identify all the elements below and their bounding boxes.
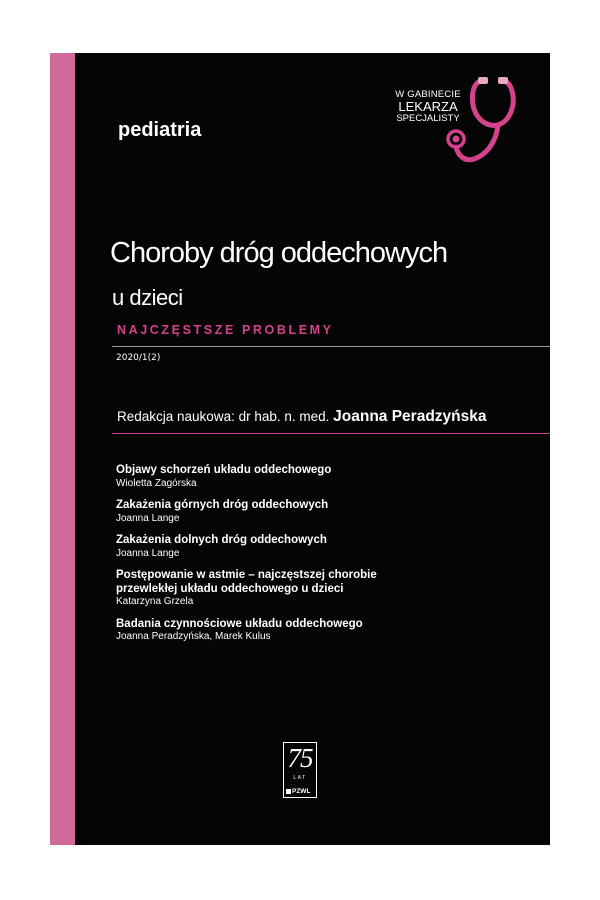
category-label: pediatria bbox=[118, 119, 202, 141]
toc-item bbox=[116, 534, 536, 560]
toc-item-title: Zakażenia górnych dróg oddechowych bbox=[116, 499, 329, 512]
editor-name: Joanna Peradzyńska bbox=[333, 408, 487, 425]
issue-number: 2020/1(2) bbox=[116, 353, 161, 363]
toc-item-author: Joanna Lange bbox=[116, 547, 180, 559]
toc-item-title: Objawy schorzeń układu oddechowego bbox=[116, 464, 332, 476]
cover-spine-stripe bbox=[50, 53, 75, 845]
publisher-name: PZWL bbox=[286, 788, 310, 795]
book-subtitle: u dzieci bbox=[112, 285, 183, 310]
stethoscope-icon bbox=[430, 73, 530, 173]
series-line-1: W GABINECIE bbox=[395, 89, 461, 100]
logo-label: LAT bbox=[293, 775, 307, 781]
series-line-3: SPECJALISTY bbox=[396, 112, 460, 124]
editor-prefix: Redakcja naukowa: dr hab. n. med. bbox=[117, 409, 330, 424]
table-of-contents bbox=[116, 464, 536, 653]
toc-item-author: Joanna Lange bbox=[116, 512, 180, 524]
toc-item-title: Postępowanie w astmie – najczęstszej chorobie przewlekłej układu oddechowego u dzieci bbox=[116, 569, 377, 595]
toc-item-author: Katarzyna Grzela bbox=[116, 596, 194, 608]
toc-item-title: Badania czynnościowe układu oddechowego bbox=[116, 617, 363, 630]
toc-item-title: Zakażenia dolnych dróg oddechowych bbox=[116, 534, 327, 547]
publisher-logo bbox=[283, 742, 317, 798]
toc-item bbox=[116, 618, 536, 644]
toc-item bbox=[116, 464, 536, 490]
book-tagline: NAJCZĘSTSZE PROBLEMY bbox=[117, 323, 334, 337]
toc-item bbox=[116, 499, 536, 525]
book-title: Choroby dróg oddechowych bbox=[110, 237, 448, 269]
toc-item-author: Wioletta Zagórska bbox=[116, 477, 197, 489]
divider-top bbox=[112, 346, 550, 347]
series-line-2: LEKARZA bbox=[398, 98, 458, 114]
divider-editor bbox=[112, 433, 550, 434]
logo-number: 75 bbox=[287, 743, 313, 773]
editor-line bbox=[117, 408, 487, 426]
toc-item bbox=[116, 569, 536, 609]
toc-item-author: Joanna Peradzyńska, Marek Kulus bbox=[116, 631, 271, 643]
book-cover bbox=[50, 53, 550, 845]
